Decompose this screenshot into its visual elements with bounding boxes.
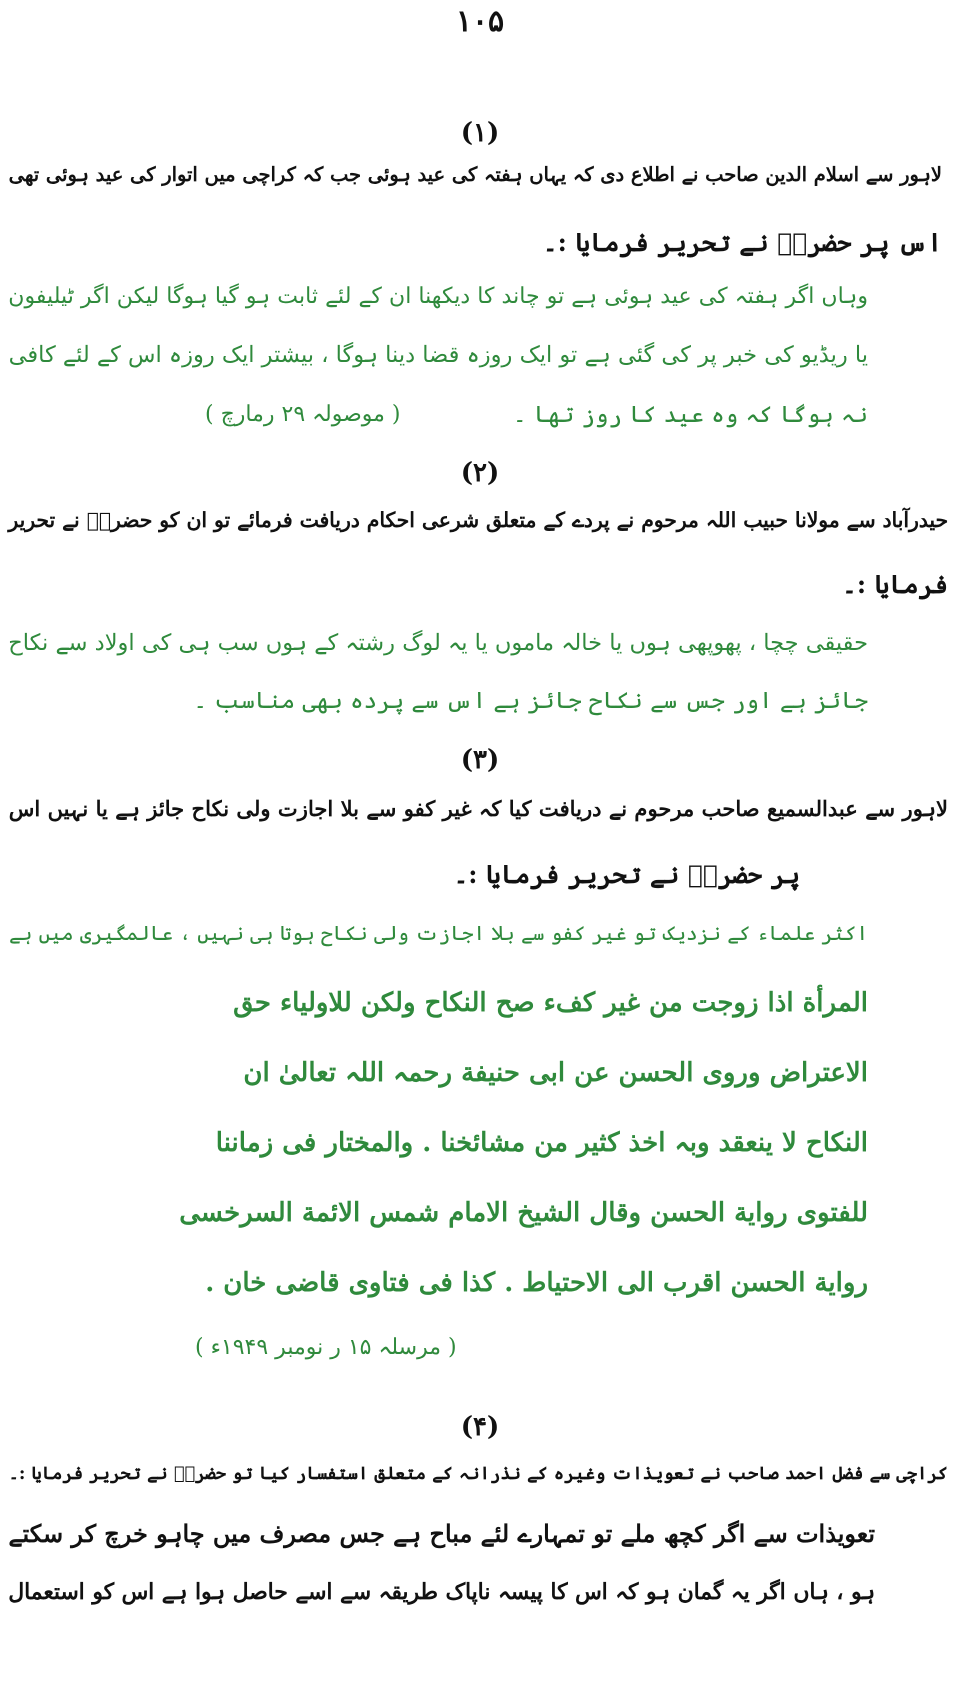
page-number: ۱۰۵ (455, 4, 505, 39)
section-3-number: (۳) (460, 745, 500, 775)
section-4-question-line-2: تعویذات سے اگر کچھ ملے تو تمہارے لئے مباح ہے جس مصرف میں چاہو خرچ کر سکتے (8, 1520, 875, 1548)
section-4-number: (۴) (460, 1412, 500, 1442)
section-2-answer-line-2: جائز ہے اور جس سے نکاح جائز ہے اس سے پردہ بھی مناسب ۔ (193, 688, 868, 714)
section-4-question-line-3: ہو ، ہاں اگر یہ گمان ہو کہ اس کا پیسہ ناپاک طریقہ سے اسے حاصل ہوا ہے اس کو استعمال (8, 1580, 875, 1605)
section-1-question-line-2: اس پر حضرتؒ نے تحریر فرمایا :۔ (542, 228, 942, 257)
section-3-question-line-2: پر حضرتؒ نے تحریر فرمایا :۔ (453, 860, 800, 889)
section-3-answer-line-2: المرأة اذا زوجت من غیر کفء صح النکاح ولکن للاولیاء حق (233, 988, 868, 1018)
section-1-answer-line-2: یا ریڈیو کی خبر پر کی گئی ہے تو ایک روزہ قضا دینا ہوگا ، بیشتر ایک روزہ اس کے لئے کافی (8, 342, 868, 368)
section-2-number: (۲) (460, 458, 500, 488)
section-3-answer-line-3: الاعتراض وروی الحسن عن ابی حنیفة رحمہ اللہ تعالیٰ ان (243, 1058, 868, 1088)
section-3-answer-line-1: اکثر علماء کے نزدیک تو غیر کفو سے بلا اجازت ولی نکاح ہوتا ہی نہیں ، عالمگیری میں ہے (8, 922, 868, 945)
section-3-answer-line-6: روایة الحسن اقرب الی الاحتیاط . کذا فی فتاوی قاضی خان . (205, 1268, 868, 1298)
section-2-answer-line-1: حقیقی چچا ، پھوپھی ہوں یا خالہ ماموں یا یہ لوگ رشتہ کے ہوں سب ہی کی اولاد سے نکاح (8, 630, 868, 656)
section-1-question-line-1: لاہور سے اسلام الدین صاحب نے اطلاع دی کہ یہاں ہفتہ کی عید ہوئی جب کہ کراچی میں اتوار کی عید ہوئی تھی (8, 163, 942, 186)
section-1-answer-line-3: نہ ہوگا کہ وہ عید کا روز تھا ۔ (513, 402, 868, 428)
section-2-question-line-1: حیدرآباد سے مولانا حبیب اللہ مرحوم نے پردے کے متعلق شرعی احکام دریافت فرمائے تو ان کو حضرتؒ نے تحریر (8, 508, 948, 532)
section-3-answer-line-5: للفتوی روایة الحسن وقال الشیخ الامام شمس الائمة السرخسی (179, 1198, 868, 1228)
section-4-question-line-1: کراچی سے فضل احمد صاحب نے تعویذات وغیرہ کے نذرانہ کے متعلق استفسار کیا تو حضرتؒ نے تحریر فرمایا :۔ (8, 1463, 948, 1484)
section-3-answer-line-4: النکاح لا ینعقد وبہ اخذ کثیر من مشائخنا . والمختار فی زماننا (215, 1128, 868, 1158)
section-1-answer-line-1: وہاں اگر ہفتہ کی عید ہوئی ہے تو چاند کا دیکھنا ان کے لئے ثابت ہو گیا ہوگا لیکن اگر ٹیلیفون (8, 283, 868, 309)
section-1-note: ( موصولہ ۲۹ رمارچ ) (205, 402, 401, 427)
section-3-question-line-1: لاہور سے عبدالسمیع صاحب مرحوم نے دریافت کیا کہ غیر کفو سے بلا اجازت ولی نکاح جائز ہے یا نہیں اس (8, 796, 948, 821)
section-2-question-line-2: فرمایا :۔ (842, 570, 948, 599)
section-3-note: ( مرسلہ ۱۵ ر نومبر ۱۹۴۹ء ) (195, 1335, 457, 1360)
section-1-number: (۱) (460, 118, 500, 148)
